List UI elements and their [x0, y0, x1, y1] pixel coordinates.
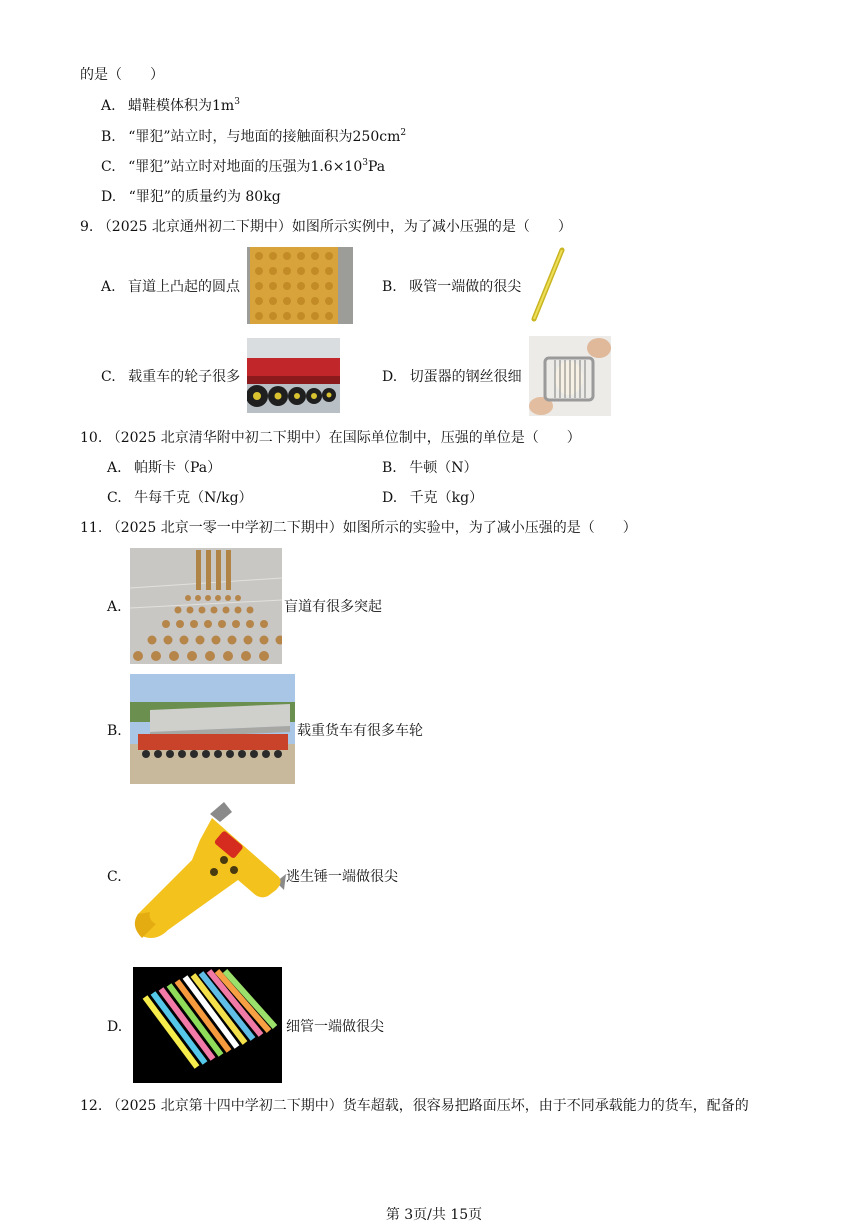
q9-option-d — [382, 368, 522, 386]
option-letter: C. — [101, 369, 116, 385]
q12-stem: 12. （2025 北京第十四中学初二下期中）货车超载，很容易把路面压坏，由于不同承载能力的货车，配备的 — [80, 1098, 749, 1114]
safety-hammer-photo — [128, 800, 286, 948]
q10-option-c — [107, 489, 253, 507]
option-text: “罪犯”站立时对地面的压强为1.6×10 — [128, 159, 363, 175]
option-superscript: 2 — [400, 128, 407, 138]
option-text: 牛每千克（N/kg） — [134, 490, 253, 506]
colored-straws-photo — [133, 967, 282, 1083]
option-unit: Pa — [367, 159, 386, 175]
q9-option-a — [101, 278, 240, 296]
q8-option-d — [101, 188, 281, 206]
q8-stem-tail: 的是（ ） — [80, 67, 164, 83]
option-text: 蜡鞋模体积为1m — [128, 98, 235, 114]
q11-option-c-letter: C. — [107, 869, 122, 885]
q11-option-d-letter: D. — [107, 1019, 123, 1035]
option-text: “罪犯”站立时，与地面的接触面积为250cm — [128, 129, 401, 145]
option-letter: C. — [107, 490, 122, 506]
q9-option-c — [101, 368, 240, 386]
q11-option-b-letter: B. — [107, 723, 122, 739]
q11-option-a-text: 盲道有很多突起 — [284, 599, 382, 615]
option-superscript: 3 — [234, 97, 240, 107]
option-text: “罪犯”的质量约为 80kg — [128, 189, 281, 205]
q10-option-a — [107, 459, 221, 477]
q11-option-c-text: 逃生锤一端做很尖 — [286, 869, 398, 885]
option-letter: C. — [101, 159, 116, 175]
option-letter: A. — [107, 460, 122, 476]
egg-slicer-photo — [529, 336, 611, 416]
option-text: 吸管一端做的很尖 — [409, 279, 522, 295]
tactile-paving-photo — [247, 247, 353, 324]
option-letter: B. — [101, 129, 116, 145]
option-text: 牛顿（N） — [409, 460, 478, 476]
option-letter: D. — [382, 369, 398, 385]
option-letter: A. — [101, 98, 116, 114]
option-letter: D. — [101, 189, 117, 205]
page-footer: 第 3页/共 15页 — [385, 1207, 483, 1223]
q9-stem: 9. （2025 北京通州初二下期中）如图所示实例中，为了减小压强的是（ ） — [80, 219, 572, 235]
tactile-road-photo — [130, 548, 282, 664]
q10-stem: 10. （2025 北京清华附中初二下期中）在国际单位制中，压强的单位是（ ） — [80, 430, 581, 446]
q11-option-a-letter: A. — [107, 599, 122, 615]
option-letter: B. — [382, 279, 397, 295]
option-text: 切蛋器的钢丝很细 — [409, 369, 522, 385]
option-superscript: 3 — [362, 158, 368, 168]
option-text: 载重车的轮子很多 — [128, 369, 241, 385]
q11-stem: 11. （2025 北京一零一中学初二下期中）如图所示的实验中，为了减小压强的是（ ） — [80, 520, 637, 536]
q8-option-b — [101, 128, 406, 146]
q11-option-d-text: 细管一端做很尖 — [286, 1019, 384, 1035]
q10-option-d — [382, 489, 483, 507]
option-letter: D. — [382, 490, 398, 506]
option-text: 千克（kg） — [409, 490, 484, 506]
straw-photo — [529, 247, 567, 323]
q8-option-c — [101, 158, 385, 176]
bridge-truck-photo — [130, 674, 295, 784]
q8-option-a — [101, 97, 240, 115]
option-letter: B. — [382, 460, 397, 476]
q10-option-b — [382, 459, 477, 477]
option-letter: A. — [101, 279, 116, 295]
heavy-truck-photo — [247, 338, 340, 413]
option-text: 盲道上凸起的圆点 — [128, 279, 241, 295]
option-text: 帕斯卡（Pa） — [134, 460, 222, 476]
q9-option-b — [382, 278, 521, 296]
q11-option-b-text: 载重货车有很多车轮 — [297, 723, 423, 739]
